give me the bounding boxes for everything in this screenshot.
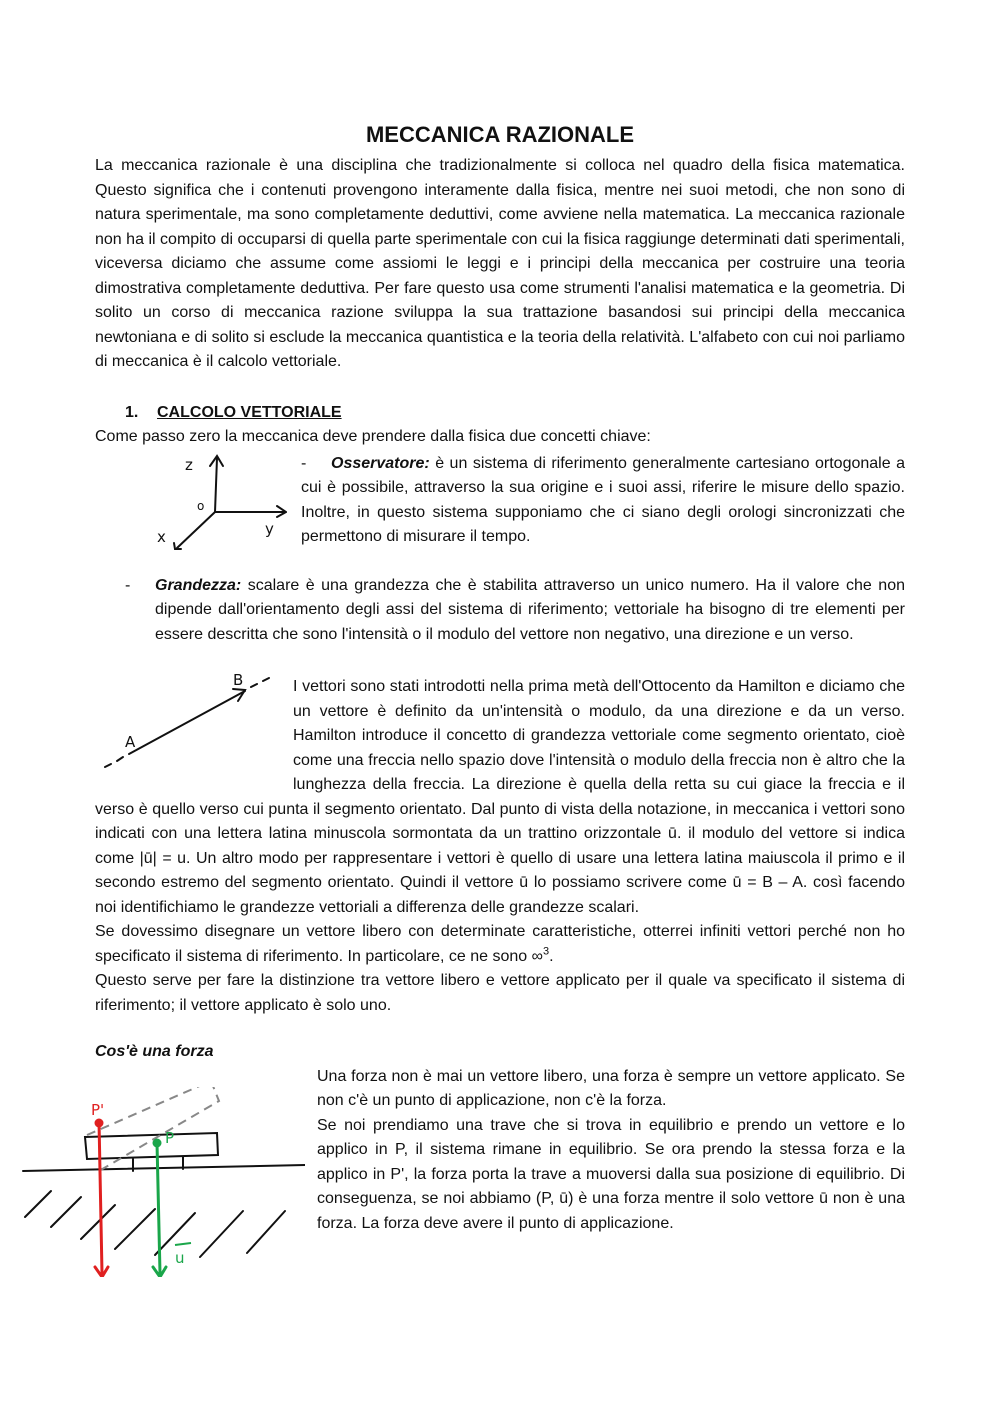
section-lead: Come passo zero la meccanica deve prendere dalla fisica due concetti chiave: [95, 428, 651, 445]
label-p: P [165, 1128, 175, 1147]
observer-item: - Osservatore: è un sistema di riferimento generalmente cartesiano ortogonale a cui è possibile, attraverso la sua origine e i suoi assi, riferire le misure dello spazio. Inoltre, in questo sistema supponiamo che ci siano degli orologi sincronizzati che permettono di misurare il tempo. [301, 454, 905, 545]
quantity-item: - Grandezza: scalare è una grandezza che è stabilita attraverso un unico numero. Ha il valore che non dipende dall'orientamento degli assi del sistema di riferimento; vettoriale ha bisogno di tre elementi per essere descritta che sono l'intensità o il modulo del vettore non negativo, una direzione e un verso. [125, 576, 905, 643]
quantity-text: scalare è una grandezza che è stabilita attraverso un unico numero. Ha il valore che non dipende dall'orientamento degli assi del sistema di riferimento; vettoriale ha bisogno di tre elementi per essere descritta che sono l'intensità o il modulo del vettore non negativo, una direzione e un verso. [155, 576, 905, 643]
page-title: MECCANICA RAZIONALE [365, 122, 635, 147]
axis-label-x: x [157, 527, 166, 546]
free-vector-paragraph: Se dovessimo disegnare un vettore libero con determinate caratteristiche, otterrei infiniti vettori perché non ho specificato il sistema di riferimento. In particolare, ce ne sono ∞$^3$. [95, 923, 905, 965]
section-title: CALCOLO VETTORIALE [157, 403, 342, 421]
observer-term: Osservatore: [331, 454, 430, 472]
observer-text: è un sistema di riferimento generalmente cartesiano ortogonale a cui è possibile, attraverso la sua origine e i suoi assi, riferire le misure dello spazio. Inoltre, in questo sistema supponiamo che ci siano degli orologi sincronizzati che permettono di misurare il tempo. [301, 454, 905, 545]
force-paragraph-1: Una forza non è mai un vettore libero, una forza è sempre un vettore applicato. Se non c'è un punto di applicazione, non c'è la forza. [317, 1067, 905, 1109]
section-number: 1. [125, 403, 139, 421]
label-u: u [175, 1248, 185, 1267]
vector-ab-figure [95, 669, 285, 779]
document-body [91, 120, 905, 1277]
beam-force-figure [15, 1087, 305, 1277]
force-heading: Cos'è una forza [95, 1043, 214, 1060]
infinity-exponent: 3 [543, 945, 550, 958]
observer-block [95, 452, 905, 550]
vectors-paragraph: I vettori sono stati introdotti nella prima metà dell'Ottocento da Hamilton e diciamo che un vettore è definito da un'intensità o modulo, da una direzione e da un verso. Hamilton introduce il concetto di grandezza vettoriale come segmento orientato, cioè come una freccia nello spazio dove l'intensità o modulo della freccia non è altro che la lunghezza della freccia. La direzione è quella della retta su cui giace la freccia e il verso è quello verso cui punta il segmento orientato. Dal punto di vista della notazione, in meccanica i vettori sono indicati con una lettera latina minuscola sormontata da un trattino orizzontale ū. il modulo del vettore si indica come |ū| = u. Un altro modo per rappresentare i vettori è quello di usare una lettera latina maiuscola il primo e il secondo estremo del segmento orientato. Quindi il vettore ū lo possiamo scrivere come ū = B – A. così facendo noi identifichiamo le grandezze vettoriali a differenza delle grandezze scalari. [95, 678, 905, 916]
vector-label-a: A [125, 733, 136, 751]
force-paragraph-2: Se noi prendiamo una trave che si trova in equilibrio e prendo un vettore e lo applico in P, il sistema rimane in equilibrio. Se ora prendo la stessa forza e la applico in P', la forza porta la trave a muoversi dalla sua posizione di equilibrio. Di conseguenza, se noi abbiamo (P, ū) è una forza mentre il solo vettore ū non è una forza. La forza deve avere il punto di applicazione. [317, 1116, 905, 1232]
axes-figure [157, 450, 287, 555]
axis-label-y: y [265, 519, 274, 538]
intro-paragraph: La meccanica razionale è una disciplina che tradizionalmente si colloca nel quadro della fisica matematica. Questo significa che i contenuti provengono interamente dalla fisica, mentre nei suoi metodi, che non sono di natura sperimentale, ma sono completamente deduttivi, come avviene nella matematica. La meccanica razionale non ha il compito di occuparsi di quella parte sperimentale con cui la fisica raggiunge determinati dati sperimentali, viceversa diciamo che assume come assiomi le leggi e i principi della meccanica per costruire una teoria dimostrativa completamente deduttiva. Per fare questo usa come strumenti l'analisi matematica e la geometria. Di solito un corso di meccanica razione sviluppa la sua trattazione basandosi sui principi della meccanica newtoniana e di solito si esclude la meccanica quantistica e la teoria della relatività. L'alfabeto con cui noi parliamo di meccanica è il calcolo vettoriale. [95, 157, 905, 370]
force-block [91, 1065, 905, 1267]
applied-vector-paragraph: Questo serve per fare la distinzione tra vettore libero e vettore applicato per il quale va specificato il sistema di riferimento; il vettore applicato è solo uno. [95, 972, 905, 1014]
vector-label-b: B [233, 671, 244, 689]
label-p-prime: P' [91, 1100, 105, 1119]
section-heading [95, 401, 905, 426]
vectors-block [95, 671, 905, 920]
axis-label-z: z [185, 455, 193, 474]
axis-label-origin: o [197, 498, 205, 513]
quantity-term: Grandezza: [155, 576, 242, 594]
